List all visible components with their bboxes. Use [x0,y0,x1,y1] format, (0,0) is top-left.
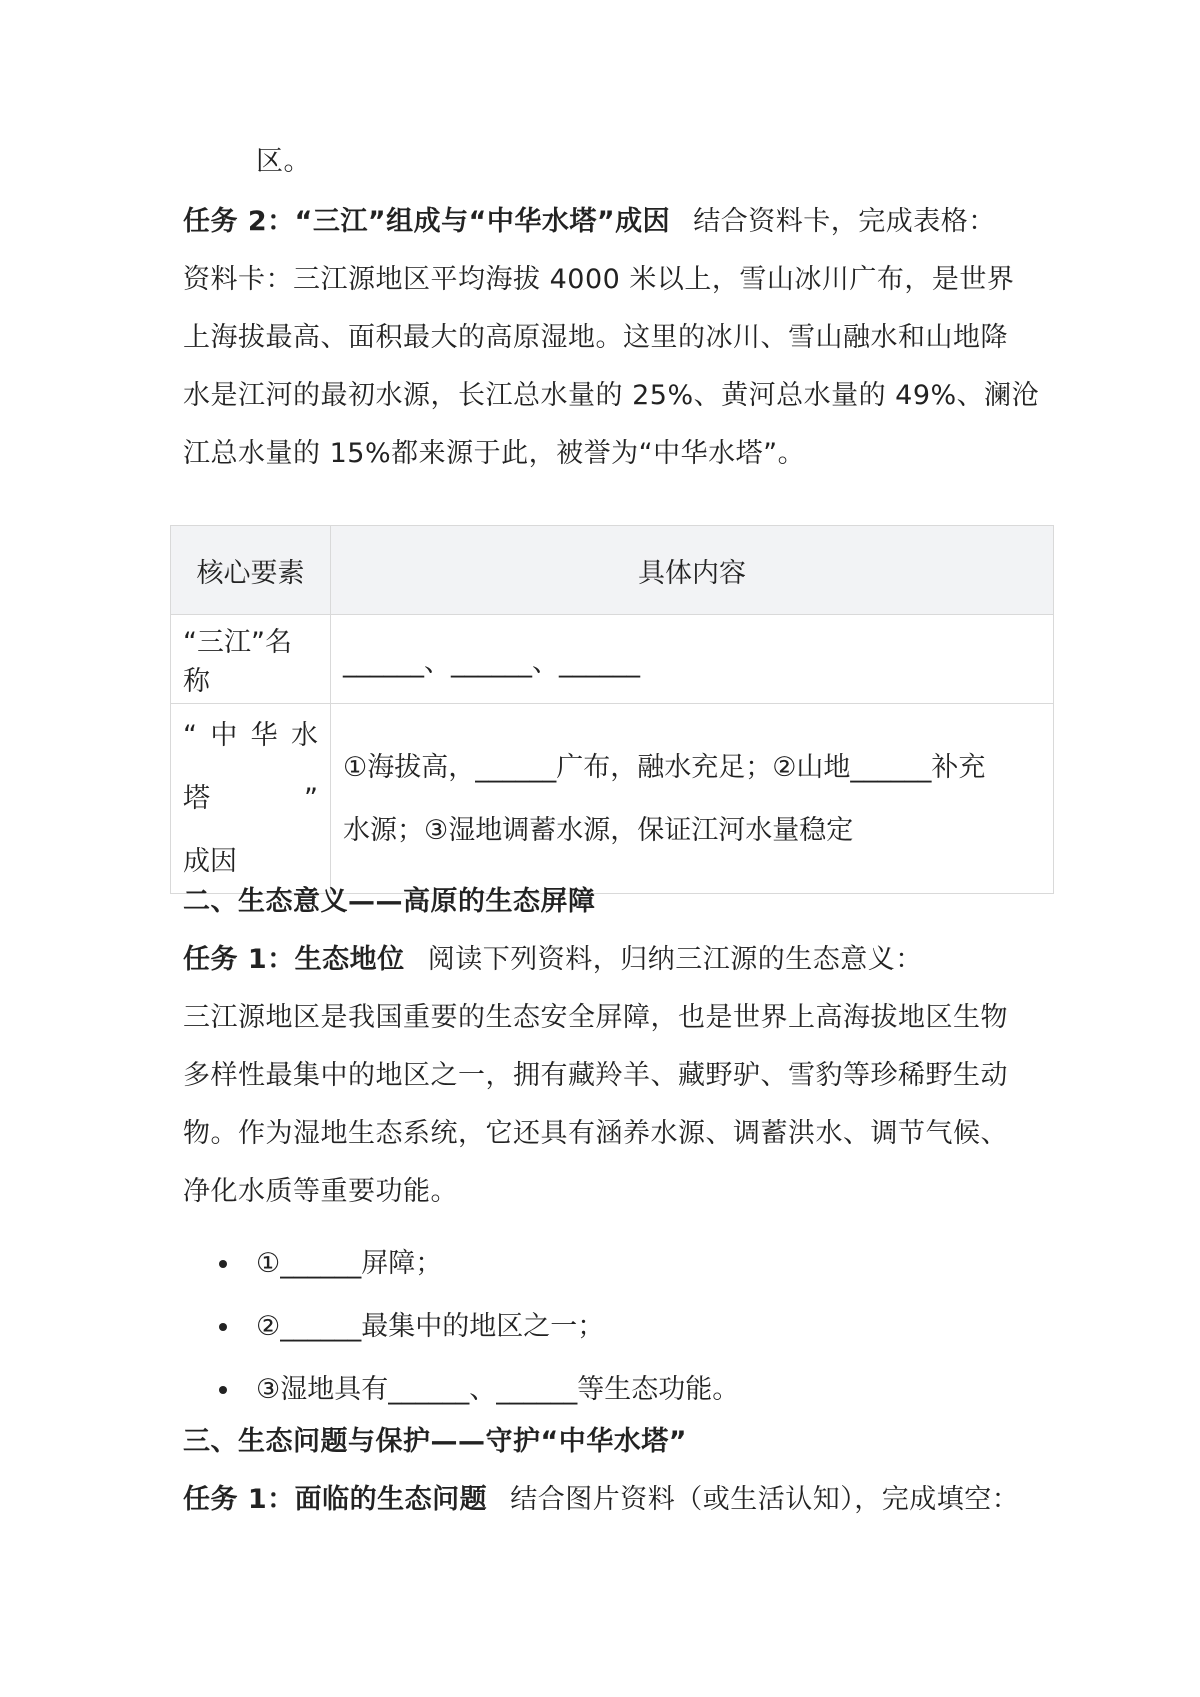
text-line: 三江源地区是我国重要的生态安全屏障，也是世界上高海拔地区生物 [183,1002,1008,1033]
section-heading: 二、生态意义——高原的生态屏障 [183,886,596,917]
text-line: 水是江河的最初水源，长江总水量的 25%、黄河总水量的 49%、澜沧 [183,380,1040,411]
cell-line: 成因 [183,846,237,877]
text-line: 区。 [256,146,311,177]
list-item [183,1295,739,1358]
text-line: 上海拔最高、面积最大的高原湿地。这里的冰川、雪山融水和山地降 [183,322,1008,353]
table-row [171,704,1054,894]
bullet-icon [219,1323,227,1331]
table-cell [331,704,1054,894]
text-line: 资料卡：三江源地区平均海拔 4000 米以上，雪山冰川广布，是世界 [183,264,1015,295]
task-instruction: 阅读下列资料，归纳三江源的生态意义： [427,944,923,975]
table-header: 具体内容 [331,526,1054,615]
cell-line: “中华水塔” [183,720,318,814]
text-line: 多样性最集中的地区之一，拥有藏羚羊、藏野驴、雪豹等珍稀野生动 [183,1060,1008,1091]
bullet-list [183,1232,739,1421]
bullet-icon [219,1260,227,1268]
list-item-text: ②______最集中的地区之一； [256,1311,605,1342]
cell-line: ①海拔高，______广布，融水充足；②山地______补充 [343,751,986,783]
text-line: 净化水质等重要功能。 [183,1176,458,1207]
table-cell [171,704,331,894]
task-instruction: 结合图片资料（或生活认知），完成填空： [510,1484,1020,1515]
table-header: 核心要素 [171,526,331,615]
text-line: 江总水量的 15%都来源于此，被誉为“中华水塔”。 [183,438,806,469]
fill-in-table [170,525,1054,894]
table-cell: ______、______、______ [331,615,1054,704]
cell-line: 水源；③湿地调蓄水源，保证江河水量稳定 [343,814,854,846]
list-item-text: ①______屏障； [256,1248,443,1279]
text-line: 物。作为湿地生态系统，它还具有涵养水源、调蓄洪水、调节气候、 [183,1118,1008,1149]
task-title: 任务 1：生态地位 [183,944,405,975]
table-cell: “三江”名称 [171,615,331,704]
task-heading [183,190,1063,253]
task-heading [183,928,1063,991]
list-item [183,1232,739,1295]
bullet-icon [219,1386,227,1394]
table-row [171,615,1054,704]
task-title: 任务 1：面临的生态问题 [183,1484,488,1515]
task-title: 任务 2：“三江”组成与“中华水塔”成因 [183,206,671,237]
task-instruction: 结合资料卡，完成表格： [693,206,996,237]
list-item-text: ③湿地具有______、______等生态功能。 [256,1374,740,1405]
task-heading [183,1468,1063,1531]
section-heading: 三、生态问题与保护——守护“中华水塔” [183,1426,687,1457]
